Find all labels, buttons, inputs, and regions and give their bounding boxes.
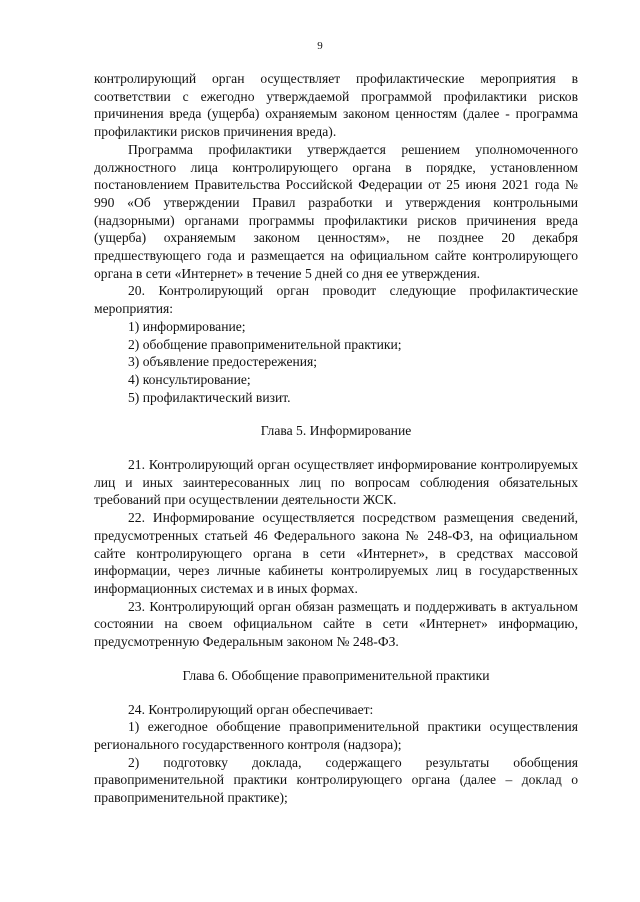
paragraph-24-item-2: 2) подготовку доклада, содержащего результаты обобщения правоприменительной практики контролирующего органа (далее – доклад о правоприменительной практике); — [94, 754, 578, 806]
list-item: 1) информирование; — [128, 318, 246, 334]
paragraph-continuation: контролирующий орган осуществляет профилактические мероприятия в соответствии с ежегодно утверждаемой программой профилактики рисков причинения вреда (ущерба) охраняемым законом ценностям (далее - программа профилактики рисков причинения вреда). — [94, 71, 578, 140]
list-item: 5) профилактический визит. — [128, 389, 291, 405]
list-item: 3) объявление предостережения; — [128, 354, 318, 370]
list-item: 2) обобщение правоприменительной практики; — [128, 336, 402, 352]
page-number: 9 — [317, 40, 323, 52]
measures-list — [94, 318, 578, 407]
paragraph-24-item-1: 1) ежегодное обобщение правоприменительной практики осуществления регионального государственного контроля (надзора); — [94, 719, 578, 752]
document-body — [94, 70, 578, 807]
paragraph-prevention-program: Программа профилактики утверждается решением уполномоченного должностного лица контролирующего органа в порядке, установленном постановлением Правительства Российской Федерации от 25 июня 2021 года № 990 «Об утверждении Правил разработки и утверждения контрольными (надзорными) органами программы профилактики рисков причинения вреда (ущерба) охраняемым законом ценностям», не позднее 20 декабря предшествующего года и размещается на официальном сайте контролирующего органа в сети «Интернет» в течение 5 дней со дня ее утверждения. — [94, 141, 578, 281]
list-item: 4) консультирование; — [128, 371, 251, 387]
paragraph-20: 20. Контролирующий орган проводит следующие профилактические мероприятия: — [94, 283, 578, 317]
chapter-6-heading: Глава 6. Обобщение правоприменительной практики — [182, 667, 490, 683]
paragraph-22: 22. Информирование осуществляется посредством размещения сведений, предусмотренных статьей 46 Федерального закона № 248-ФЗ, на официальном сайте контролирующего органа в сети «Интернет», в средствах массовой информации, через личные кабинеты контролируемых лиц в государственных информационных системах и в иных формах. — [94, 510, 578, 596]
paragraph-21: 21. Контролирующий орган осуществляет информирование контролируемых лиц и иных заинтересованных лиц по вопросам соблюдения обязательных требований при осуществлении деятельности ЖСК. — [94, 457, 578, 508]
paragraph-23: 23. Контролирующий орган обязан размещать и поддерживать в актуальном состоянии на своем официальном сайте в сети «Интернет» информацию, предусмотренную Федеральным законом № 248-ФЗ. — [94, 598, 578, 650]
paragraph-24: 24. Контролирующий орган обеспечивает: — [128, 701, 374, 717]
chapter-5-heading: Глава 5. Информирование — [260, 423, 412, 439]
